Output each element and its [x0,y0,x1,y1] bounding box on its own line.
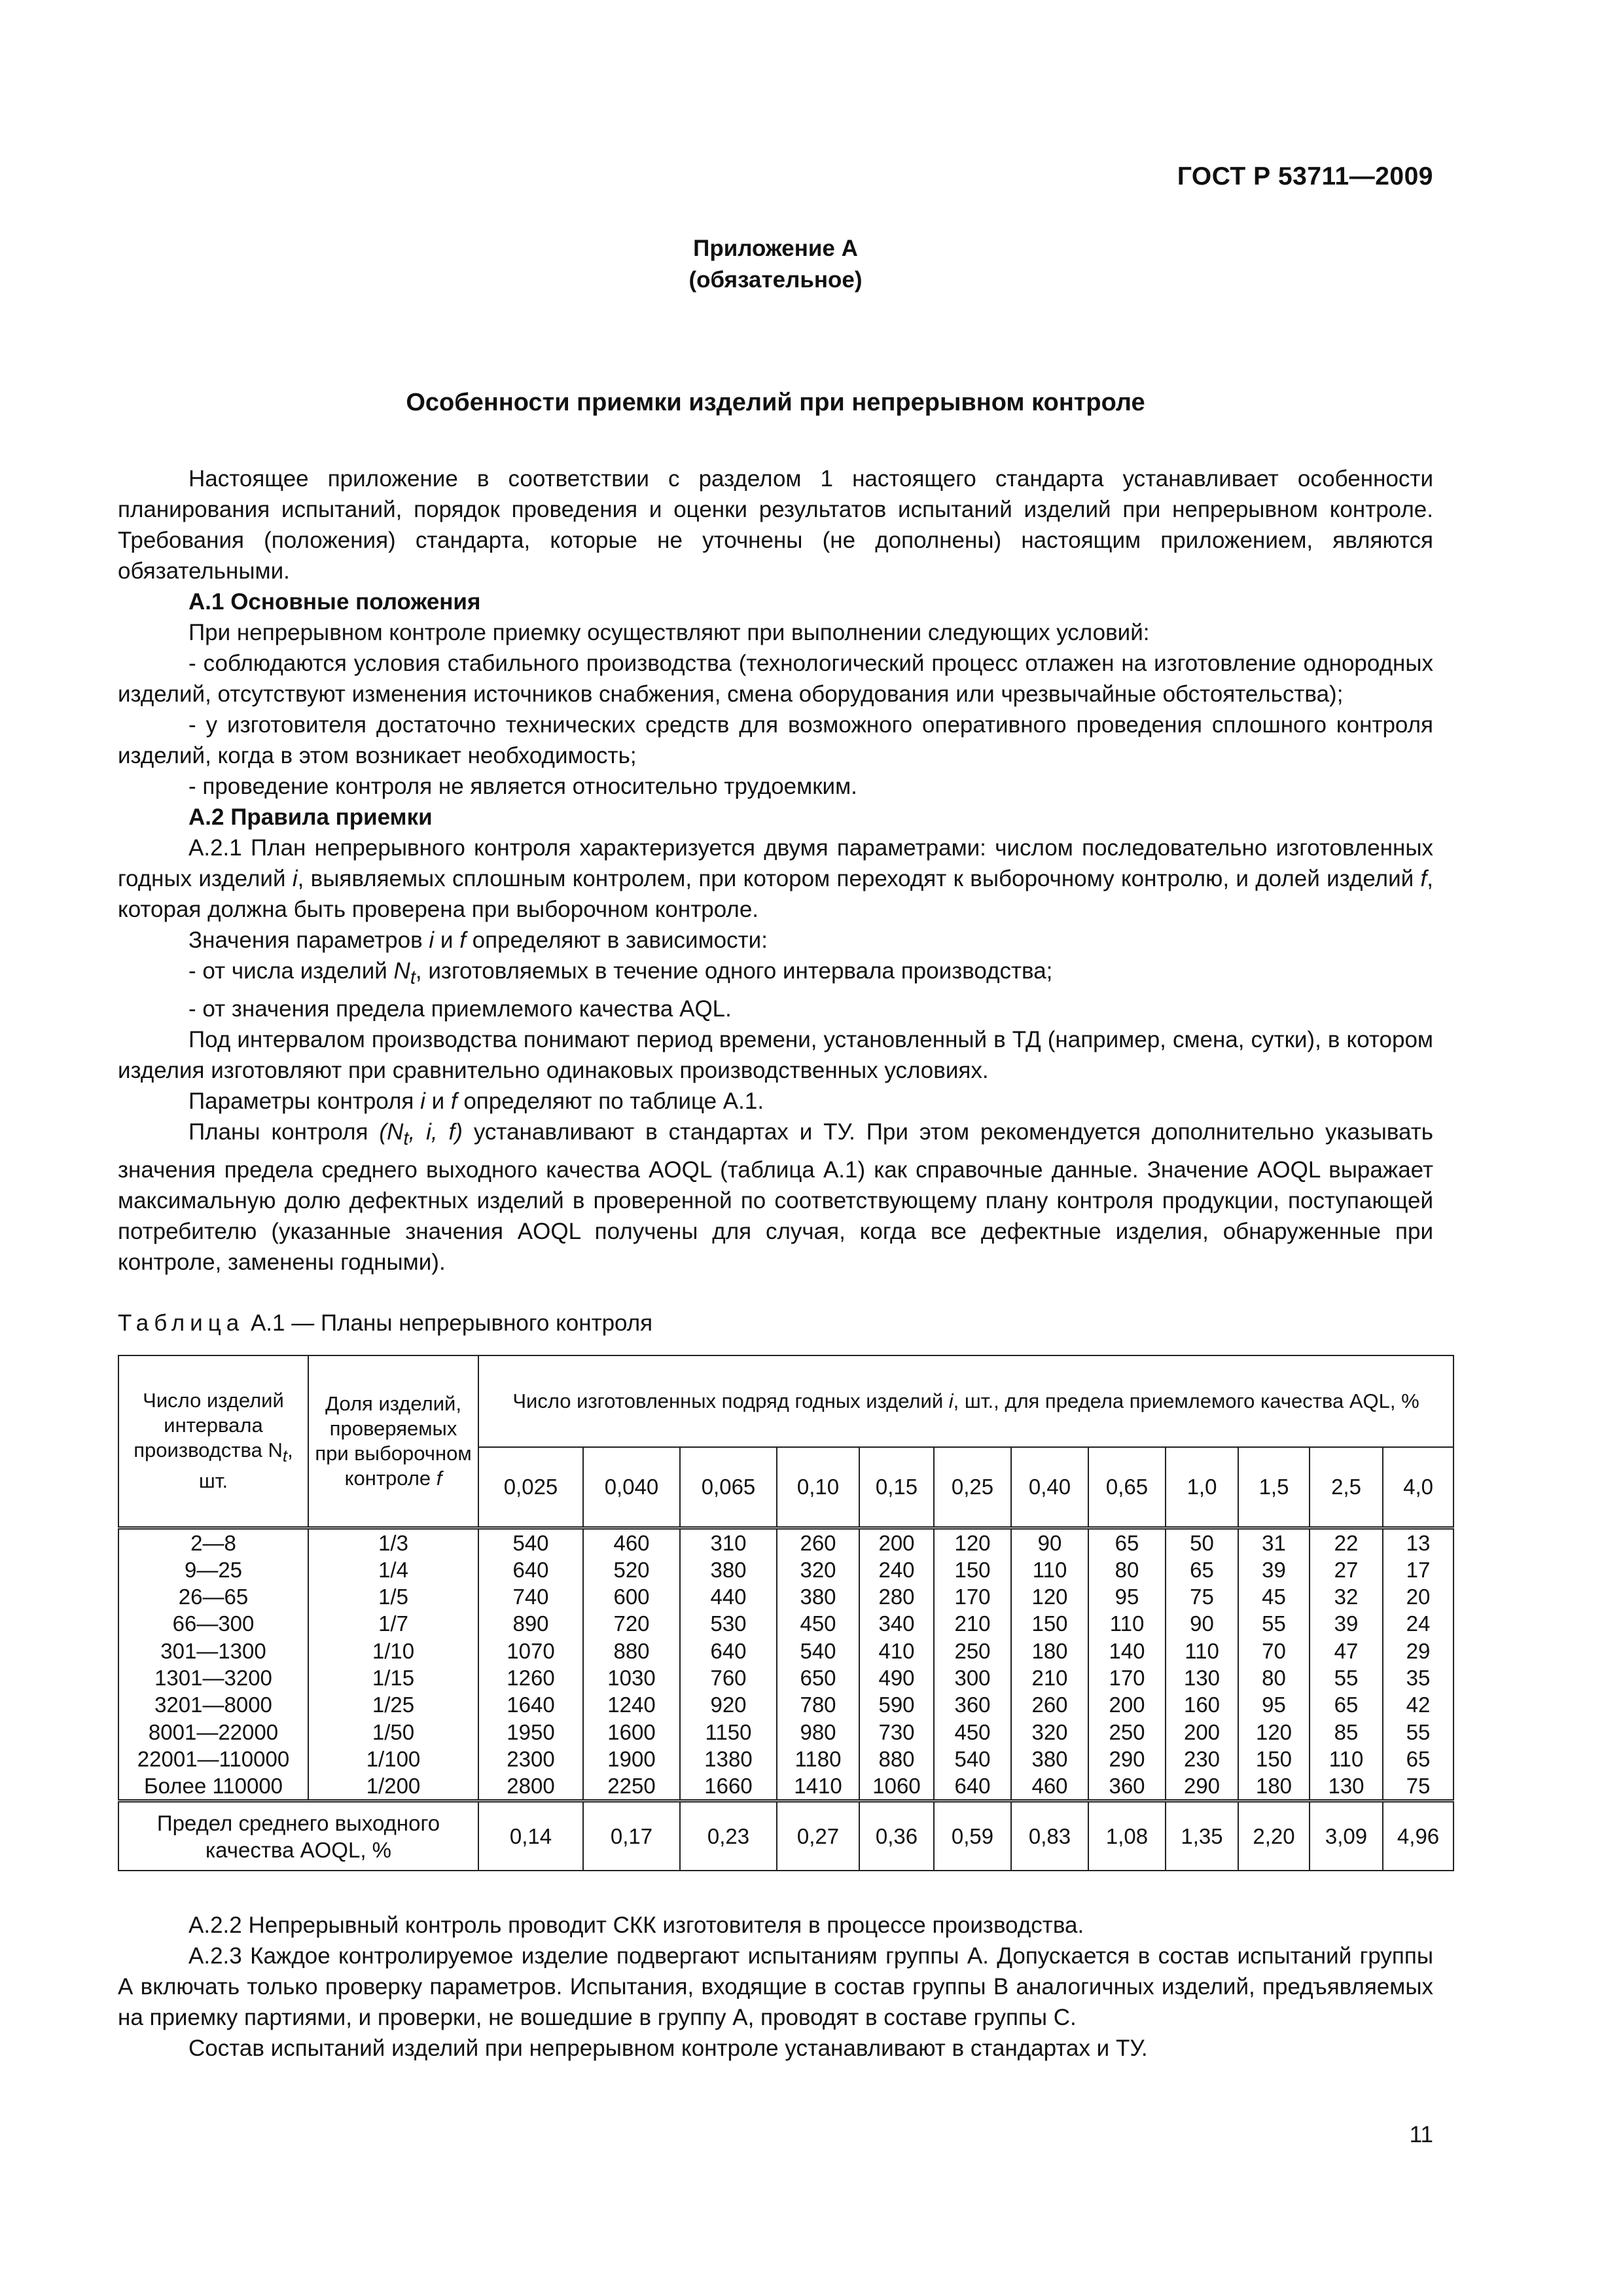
aql-value-column [859,1528,934,1801]
table-cell: 110 [1329,1746,1364,1771]
dependency-item-2: - от значения предела приемлемого качества AQL. [188,996,732,1022]
table-cell: 39 [1262,1557,1286,1582]
appendix-title: Особенности приемки изделий при непрерывном контроле [406,389,1145,416]
table-cell: 2800 [507,1774,555,1799]
aoql-value: 0,36 [859,1801,934,1871]
table-cell: 55 [1406,1719,1431,1744]
table-cell: 22001—110000 [137,1746,290,1771]
section-a1-heading: А.1 Основные положения [188,589,481,615]
table-cell: 1070 [507,1638,555,1663]
fraction-column [308,1528,478,1801]
table-cell: 42 [1406,1693,1431,1717]
table-cell: 65 [1406,1746,1431,1771]
aql-value-column [777,1528,859,1801]
table-cell: 340 [878,1611,915,1636]
table-cell: 150 [1031,1611,1068,1636]
production-interval-paragraph: Под интервалом производства понимают период времени, установленный в ТД (например, смена, сутки), в котором изделия изготовляют при сравнительно одинаковых производственных условиях. [118,1027,1433,1083]
a2-3-paragraph: А.2.3 Каждое контролируемое изделие подвергают испытаниям группы А. Допускается в состав испытаний группы А включать только проверку параметров. Испытания, входящие в состав группы В аналогичных изделий, предъявляемых на приемку партиями, и проверки, не вошедшие в группу А, проводят в составе группы С. [118,1943,1433,2030]
table-cell: 90 [1037,1530,1062,1555]
table-cell: 1380 [704,1746,753,1771]
table-cell: 380 [800,1585,836,1609]
test-composition-paragraph: Состав испытаний изделий при непрерывном контроле устанавливают в стандартах и ТУ. [188,2036,1148,2061]
aql-value-column [1166,1528,1238,1801]
aql-header: 0,040 [583,1447,680,1528]
table-cell: 110 [1185,1638,1219,1663]
table-cell: 1/3 [378,1530,408,1555]
after-table-text [118,1910,1433,2064]
table-cell: 120 [954,1530,991,1555]
a2-2-paragraph: А.2.2 Непрерывный контроль проводит СКК изготовителя в процессе производства. [188,1912,1084,1938]
aql-value-column [583,1528,680,1801]
aql-value-column [1011,1528,1088,1801]
table-cell: 290 [1109,1746,1145,1771]
table-cell: 20 [1406,1585,1431,1609]
table-cell: 1/25 [372,1693,415,1717]
table-cell: 180 [1031,1638,1068,1663]
table-cell: 1180 [794,1746,842,1771]
table-cell: 780 [800,1693,836,1717]
table-cell: 65 [1190,1557,1214,1582]
table-cell: 160 [1183,1693,1221,1717]
table-cell: 150 [1255,1746,1293,1771]
table-cell: 2300 [507,1746,555,1771]
table-data-block [118,1528,1454,1801]
table-cell: 1/4 [378,1557,408,1582]
aql-value-column [1088,1528,1166,1801]
table-cell: 920 [710,1693,747,1717]
table-cell: 13 [1406,1530,1431,1555]
table-cell: 80 [1262,1665,1286,1690]
dependency-item-1: - от числа изделий $N_t$, изготовляемых в течение одного интервала производства; [188,958,1053,988]
table-cell: 1/200 [366,1774,421,1799]
header-sample-fraction: Доля изделий, проверяемых при выборочном контроле f [308,1355,478,1528]
table-cell: 760 [710,1665,747,1690]
table-cell: 120 [1255,1719,1293,1744]
table-cell: 520 [613,1557,650,1582]
a2-1-paragraph: А.2.1 План непрерывного контроля характеризуется двумя параметрами: числом последовательно изготовленных годных изделий i, выявляемых сплошным контролем, при котором переходят к выборочному контролю, и долей изделий f, которая должна быть проверена при выборочном контроле. [118,835,1433,922]
table-cell: 1150 [705,1719,752,1744]
table-cell: 55 [1262,1611,1286,1636]
table-cell: 47 [1334,1638,1359,1663]
control-plans-paragraph: Планы контроля ($N_t$, i, f) устанавливают в стандартах и ТУ. При этом рекомендуется дополнительно указывать значения предела среднего выходного качества AOQL (таблица А.1) как справочные данные. Значение AOQL выражает максимальную долю дефектных изделий в проверенной по соответствующему плану контроля продукции, поступающей потребителю (указанные значения AOQL получены для случая, когда все дефектные изделия, обнаруженные при контроле, заменены годными). [118,1119,1433,1275]
table-cell: 31 [1262,1530,1286,1555]
table-cell: 200 [878,1530,915,1555]
a1-condition-3: - проведение контроля не является относительно трудоемким. [188,774,857,799]
table-cell: 55 [1334,1665,1359,1690]
table-cell: 1/50 [372,1719,415,1744]
table-cell: 980 [800,1719,836,1744]
table-cell: 590 [878,1693,915,1717]
table-cell: 1950 [507,1719,555,1744]
table-cell: 880 [613,1638,650,1663]
table-cell: 200 [1183,1719,1221,1744]
table-cell: 35 [1406,1665,1431,1690]
table-cell: 1/100 [366,1746,421,1771]
table-cell: 17 [1406,1557,1431,1582]
table-cell: 32 [1334,1585,1359,1609]
aql-value-column [934,1528,1011,1801]
table-cell: 130 [1328,1774,1364,1799]
table-cell: 70 [1262,1638,1286,1663]
table-cell: 320 [1031,1719,1068,1744]
table-cell: 640 [710,1638,747,1663]
table-cell: 2250 [607,1774,656,1799]
aoql-value: 0,17 [583,1801,680,1871]
lot-size-column [118,1528,308,1801]
table-cell: 95 [1115,1585,1139,1609]
appendix-heading [118,233,1433,296]
a1-condition-1: - соблюдаются условия стабильного производства (технологический процесс отлажен на изготовление однородных изделий, отсутствуют изменения источников снабжения, смена оборудования или чрезвычайные обстоятельства); [118,651,1433,707]
aql-header: 0,10 [777,1447,859,1528]
table-cell: 730 [878,1719,915,1744]
aoql-value: 0,14 [478,1801,583,1871]
aql-header: 2,5 [1310,1447,1383,1528]
table-cell: 1060 [872,1774,921,1799]
table-cell: 880 [878,1746,915,1771]
aql-header: 0,025 [478,1447,583,1528]
aoql-value: 0,83 [1011,1801,1088,1871]
table-cell: 230 [1183,1746,1221,1771]
table-cell: 27 [1334,1557,1359,1582]
table-cell: 24 [1406,1611,1431,1636]
table-cell: 380 [710,1557,747,1582]
continuous-control-plans-table [118,1355,1454,1871]
aql-value-column [478,1528,583,1801]
aoql-value: 1,35 [1166,1801,1238,1871]
table-cell: 65 [1334,1693,1359,1717]
table-cell: 450 [800,1611,836,1636]
document-number: ГОСТ Р 53711—2009 [1177,162,1433,190]
section-a1-lead: При непрерывном контроле приемку осуществляют при выполнении следующих условий: [188,620,1150,645]
aoql-value: 0,23 [680,1801,777,1871]
table-cell: 460 [1031,1774,1068,1799]
table-cell: 1410 [794,1774,842,1799]
aql-value-column [1238,1528,1310,1801]
aql-header: 0,65 [1088,1447,1166,1528]
table-cell: 540 [800,1638,836,1663]
appendix-body [118,463,1433,1278]
aql-header: 0,065 [680,1447,777,1528]
table-cell: 1600 [607,1719,656,1744]
table-cell: 26—65 [178,1585,249,1609]
table-cell: 380 [1031,1746,1068,1771]
aql-header: 1,5 [1238,1447,1310,1528]
table-cell: 110 [1032,1557,1067,1582]
table-cell: 440 [710,1585,747,1609]
table-cell: 140 [1109,1638,1145,1663]
table-caption: Таблица А.1 — Планы непрерывного контроля [118,1310,653,1336]
table-cell: 1/7 [378,1611,408,1636]
table-cell: 450 [954,1719,991,1744]
aoql-value: 4,96 [1383,1801,1454,1871]
table-cell: 360 [954,1693,991,1717]
page-number: 11 [1409,2122,1433,2147]
table-cell: 540 [512,1530,549,1555]
table-cell: 250 [954,1638,991,1663]
aoql-value: 0,27 [777,1801,859,1871]
appendix-status: (обязательное) [688,267,863,293]
appendix-label: Приложение А [693,236,858,261]
table-cell: 3201—8000 [154,1693,272,1717]
table-cell: 22 [1334,1530,1359,1555]
table-cell: 1640 [507,1693,555,1717]
parameters-table-reference: Параметры контроля i и f определяют по таблице А.1. [188,1088,764,1114]
aoql-row [118,1801,1454,1871]
aql-header: 1,0 [1166,1447,1238,1528]
aoql-value: 0,59 [934,1801,1011,1871]
table-cell: 1260 [507,1665,555,1690]
table-cell: 310 [710,1530,747,1555]
table-cell: 9—25 [184,1557,243,1582]
table-cell: 280 [878,1585,915,1609]
parameters-dependency: Значения параметров i и f определяют в зависимости: [188,927,768,953]
table-cell: 890 [512,1611,549,1636]
header-lot-size: Число изделий интервала производства $N_t$, шт. [118,1355,308,1528]
table-cell: 1301—3200 [154,1665,272,1690]
table-cell: 650 [800,1665,836,1690]
table-cell: 640 [512,1557,549,1582]
table-cell: 200 [1109,1693,1145,1717]
table-cell: 300 [954,1665,991,1690]
aql-header: 4,0 [1383,1447,1454,1528]
table-cell: 1030 [607,1665,656,1690]
aoql-value: 3,09 [1310,1801,1383,1871]
aql-value-column [1310,1528,1383,1801]
table-cell: 50 [1190,1530,1214,1555]
table-cell: 1240 [607,1693,656,1717]
table-cell: 130 [1183,1665,1221,1690]
table-cell: 301—1300 [160,1638,266,1663]
table-cell: 170 [1109,1665,1145,1690]
aql-header: 0,15 [859,1447,934,1528]
table-cell: 1/5 [378,1585,408,1609]
intro-paragraph: Настоящее приложение в соответствии с разделом 1 настоящего стандарта устанавливает особенности планирования испытаний, порядок проведения и оценки результатов испытаний изделий при непрерывном контроле. Требования (положения) стандарта, которые не уточнены (не дополнены) настоящим приложением, являются обязательными. [118,466,1433,584]
table-cell: 39 [1334,1611,1359,1636]
table-cell: 320 [800,1557,836,1582]
table-cell: Более 110000 [143,1774,283,1799]
header-consecutive-good-items: Число изготовленных подряд годных изделий i, шт., для предела приемлемого качества AQL, % [478,1355,1454,1447]
aoql-label: Предел среднего выходного качества AOQL, % [118,1801,478,1871]
table-cell: 2—8 [190,1530,236,1555]
table-cell: 170 [954,1585,991,1609]
table-cell: 90 [1190,1611,1214,1636]
table-cell: 290 [1183,1774,1221,1799]
table-cell: 260 [800,1530,836,1555]
aoql-value: 1,08 [1088,1801,1166,1871]
table-cell: 460 [613,1530,650,1555]
table-cell: 75 [1406,1774,1431,1799]
table-cell: 210 [954,1611,991,1636]
table-cell: 45 [1262,1585,1286,1609]
aql-value-column [680,1528,777,1801]
table-cell: 250 [1109,1719,1145,1744]
table-cell: 95 [1262,1693,1286,1717]
table-cell: 260 [1031,1693,1068,1717]
table-cell: 110 [1109,1611,1145,1636]
aql-value-column [1383,1528,1454,1801]
table-cell: 80 [1115,1557,1139,1582]
table-cell: 490 [878,1665,915,1690]
table-cell: 8001—22000 [148,1719,279,1744]
table-cell: 120 [1031,1585,1068,1609]
table-cell: 640 [954,1774,991,1799]
aoql-value: 2,20 [1238,1801,1310,1871]
table-cell: 180 [1255,1774,1293,1799]
table-cell: 410 [878,1638,915,1663]
table-cell: 85 [1334,1719,1359,1744]
table-cell: 1660 [704,1774,753,1799]
table-cell: 740 [512,1585,549,1609]
table-cell: 210 [1031,1665,1068,1690]
aql-header: 0,25 [934,1447,1011,1528]
a1-condition-2: - у изготовителя достаточно технических средств для возможного оперативного проведения сплошного контроля изделий, когда в этом возникает необходимость; [118,712,1433,768]
table-cell: 720 [613,1611,650,1636]
table-cell: 600 [613,1585,650,1609]
table-cell: 360 [1109,1774,1145,1799]
table-cell: 29 [1406,1638,1431,1663]
table-cell: 530 [710,1611,747,1636]
table-cell: 1/15 [372,1665,415,1690]
table-cell: 65 [1115,1530,1139,1555]
section-a2-heading: А.2 Правила приемки [188,804,433,830]
table-cell: 540 [954,1746,991,1771]
table-cell: 240 [878,1557,915,1582]
table-cell: 1900 [607,1746,656,1771]
aql-header: 0,40 [1011,1447,1088,1528]
table-cell: 75 [1190,1585,1214,1609]
table-cell: 66—300 [172,1611,255,1636]
table-cell: 1/10 [372,1638,415,1663]
table-cell: 150 [954,1557,991,1582]
